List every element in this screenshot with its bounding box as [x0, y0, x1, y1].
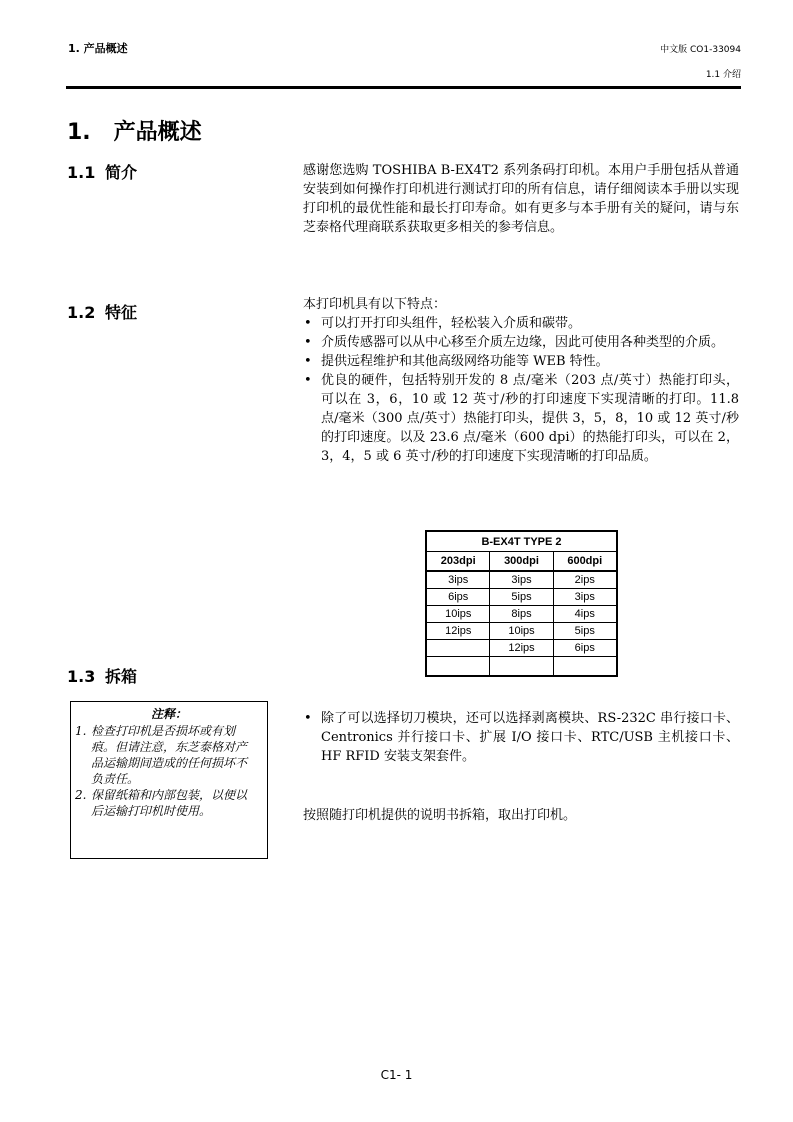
table-row [426, 657, 617, 676]
note-list [71, 723, 267, 819]
column-header: 203dpi [426, 552, 490, 572]
list-item: • 介质传感器可以从中心移至介质左边缘，因此可使用各种类型的介质。 [304, 335, 725, 350]
note-box [70, 701, 268, 859]
table-row [426, 589, 617, 606]
table-cell: 2ips [553, 571, 617, 589]
list-item: • 优良的硬件，包括特别开发的 8 点/毫米（203 点/英寸）热能打印头，可以在 3，6，10 或 12 英寸/秒的打印速度下实现清晰的打印。11.8 点/毫米（300 点/英寸）热能打印头，提供 3，5，8，10 或 12 英寸/秒的打印速度。以及 23.6 点/毫米（600 dpi）的热能打印头，可以在 2，3，4，5 或 6 英寸/秒的打印速度下实现清晰的打印品质。 [304, 373, 739, 464]
list-item: • 提供远程维护和其他高级网络功能等 WEB 特性。 [304, 354, 609, 369]
note-title: 注释： [150, 707, 187, 721]
list-item: • 可以打开打印头组件，轻松装入介质和碳带。 [304, 316, 582, 331]
column-header: 300dpi [490, 552, 553, 572]
table-row [426, 640, 617, 657]
column-header: 600dpi [553, 552, 617, 572]
document-number: 中文版 CO1-33094 [660, 45, 741, 55]
list-item: 2. 保留纸箱和内部包装，以便以后运输打印机时使用。 [75, 788, 248, 818]
table-cell: 5ips [553, 623, 617, 640]
bullet: • [304, 711, 312, 726]
running-header-section: 1.1 介绍 [705, 70, 741, 80]
table-cell [426, 640, 490, 657]
bullet: • [304, 316, 312, 331]
table-cell [426, 657, 490, 676]
list-item: 1. 检查打印机是否损坏或有划痕。但请注意，东芝泰格对产品运输期间造成的任何损坏不负责任。 [75, 724, 248, 786]
table-row [426, 606, 617, 623]
features-lead: 本打印机具有以下特点： [303, 297, 447, 312]
table-cell: 3ips [490, 571, 553, 589]
chapter-title: 1. 产品概述 [67, 120, 202, 145]
unpacking-instruction: 按照随打印机提供的说明书拆箱，取出打印机。 [303, 808, 577, 823]
table-cell [490, 657, 553, 676]
options-list [303, 709, 739, 766]
table-cell: 12ips [426, 623, 490, 640]
table-cell: 4ips [553, 606, 617, 623]
header-rule [66, 86, 741, 89]
section-heading-intro [67, 160, 137, 183]
unpacking-options [303, 709, 739, 766]
features-list [303, 314, 739, 466]
table-cell: 12ips [490, 640, 553, 657]
table-cell: 6ips [426, 589, 490, 606]
table-cell: 6ips [553, 640, 617, 657]
table-row [426, 623, 617, 640]
section-title: 特征 [105, 303, 138, 322]
running-header-chapter: 1. 产品概述 [68, 42, 128, 55]
table-cell: 10ips [490, 623, 553, 640]
section-heading-unpacking [67, 664, 137, 687]
list-item: • 除了可以选择切刀模块，还可以选择剥离模块、RS-232C 串行接口卡、Centronics 并行接口卡、扩展 I/O 接口卡、RTC/USB 主机接口卡、HF RFID 安装支架套件。 [304, 711, 739, 764]
table-cell: 3ips [426, 571, 490, 589]
table-title: B-EX4T TYPE 2 [426, 531, 617, 552]
section-title: 简介 [105, 163, 138, 182]
bullet: • [304, 335, 312, 350]
page-number: C1- 1 [380, 1068, 413, 1082]
section-title: 拆箱 [105, 667, 138, 686]
section-number: 1.2 [67, 303, 96, 322]
table-cell: 10ips [426, 606, 490, 623]
features-block [303, 295, 739, 466]
print-speed-table [425, 530, 618, 677]
table-cell [553, 657, 617, 676]
table-cell: 3ips [553, 589, 617, 606]
bullet: • [304, 373, 312, 388]
section-number: 1.3 [67, 667, 96, 686]
table-cell: 8ips [490, 606, 553, 623]
section-heading-features [67, 300, 137, 323]
bullet: • [304, 354, 312, 369]
table-row [426, 571, 617, 589]
table-cell: 5ips [490, 589, 553, 606]
section-number: 1.1 [67, 163, 96, 182]
intro-paragraph: 感谢您选购 TOSHIBA B-EX4T2 系列条码打印机。本用户手册包括从普通安装到如何操作打印机进行测试打印的所有信息，请仔细阅读本手册以实现打印机的最优性能和最长打印寿命。如有更多与本手册有关的疑问，请与东芝泰格代理商联系获取更多相关的参考信息。 [303, 163, 739, 235]
